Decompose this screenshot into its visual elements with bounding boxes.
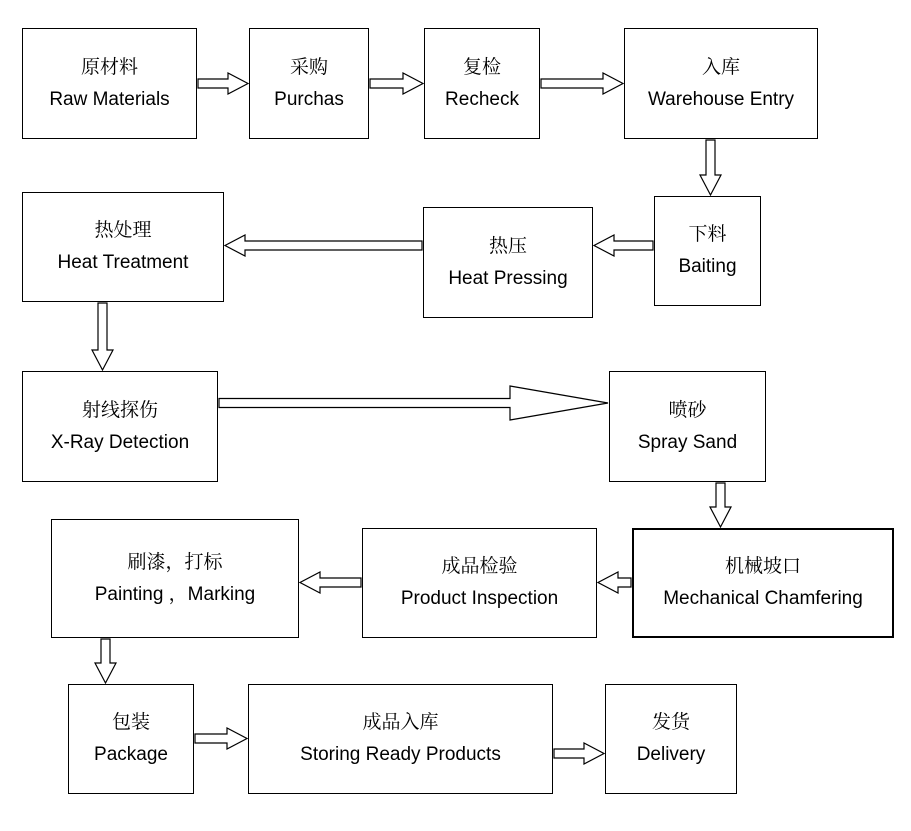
arrow-mechanical-chamfering-to-inspection (598, 572, 631, 593)
process-node-heat-pressing (423, 207, 593, 318)
arrow-x-ray-detection-to-spray-sand (219, 386, 608, 420)
process-node-x-ray-detection (22, 371, 218, 482)
node-label-en: Package (94, 744, 168, 765)
process-node-spray-sand (609, 371, 766, 482)
process-node-heat-treatment (22, 192, 224, 302)
arrow-spray-sand-to-mechanical-chamfering (710, 483, 731, 527)
process-node-purchase (249, 28, 369, 139)
arrow-baiting-to-heat-pressing (594, 235, 653, 256)
arrow-recheck-to-warehouse-entry (541, 73, 623, 94)
arrow-heat-treatment-to-x-ray-detection (92, 303, 113, 370)
process-node-painting-marking (51, 519, 299, 638)
node-label-zh: 成品检验 (441, 556, 518, 578)
process-node-warehouse-entry (624, 28, 818, 139)
process-node-package (68, 684, 194, 794)
node-label-en: Mechanical Chamfering (663, 588, 863, 609)
node-label-en: Recheck (445, 88, 519, 110)
node-label-en: Heat Treatment (57, 252, 189, 273)
node-label-en: Raw Materials (49, 88, 170, 110)
process-node-storing-ready (248, 684, 553, 794)
node-label-en: X-Ray Detection (50, 431, 190, 453)
arrow-package-to-storing-ready (195, 728, 247, 749)
node-label-zh: 采购 (289, 56, 328, 78)
node-label-en: Warehouse Entry (647, 88, 795, 110)
node-label-zh: 成品入库 (362, 712, 439, 734)
arrow-storing-ready-to-delivery (554, 743, 604, 764)
process-node-recheck (424, 28, 540, 139)
node-label-zh: 复检 (462, 56, 501, 78)
node-label-zh: 喷砂 (668, 399, 707, 421)
node-label-en: Storing Ready Products (300, 744, 501, 765)
arrow-heat-pressing-to-heat-treatment (225, 235, 422, 256)
node-label-en: Painting ，Marking (94, 583, 256, 605)
process-node-delivery (605, 684, 737, 794)
node-label-en: Heat Pressing (448, 267, 568, 289)
node-label-en: Product Inspection (400, 588, 559, 609)
arrow-painting-marking-to-package (95, 639, 116, 683)
arrow-purchase-to-recheck (370, 73, 423, 94)
node-label-zh: 入库 (701, 56, 740, 78)
arrow-warehouse-entry-to-baiting (700, 140, 721, 195)
node-label-zh: 热处理 (94, 220, 152, 242)
process-node-product-inspection (362, 528, 597, 638)
node-label-zh: 热压 (488, 235, 527, 257)
node-label-en: Spray Sand (637, 431, 738, 453)
node-label-en: Purchas (274, 88, 344, 110)
process-node-baiting (654, 196, 761, 306)
node-label-zh: 包装 (111, 712, 150, 734)
node-label-zh: 原材料 (80, 56, 138, 78)
node-label-zh: 下料 (688, 224, 727, 246)
node-label-zh: 刷漆，打标 (127, 551, 223, 573)
arrow-raw-materials-to-purchase (198, 73, 248, 94)
node-label-en: Baiting (678, 256, 737, 277)
arrow-inspection-to-painting-marking (300, 572, 361, 593)
node-label-zh: 机械坡口 (724, 556, 801, 578)
process-node-raw-materials (22, 28, 197, 139)
node-label-zh: 射线探伤 (81, 399, 158, 421)
node-label-en: Delivery (636, 744, 706, 765)
process-node-mechanical-chamfering (632, 528, 894, 638)
node-label-zh: 发货 (651, 712, 690, 734)
